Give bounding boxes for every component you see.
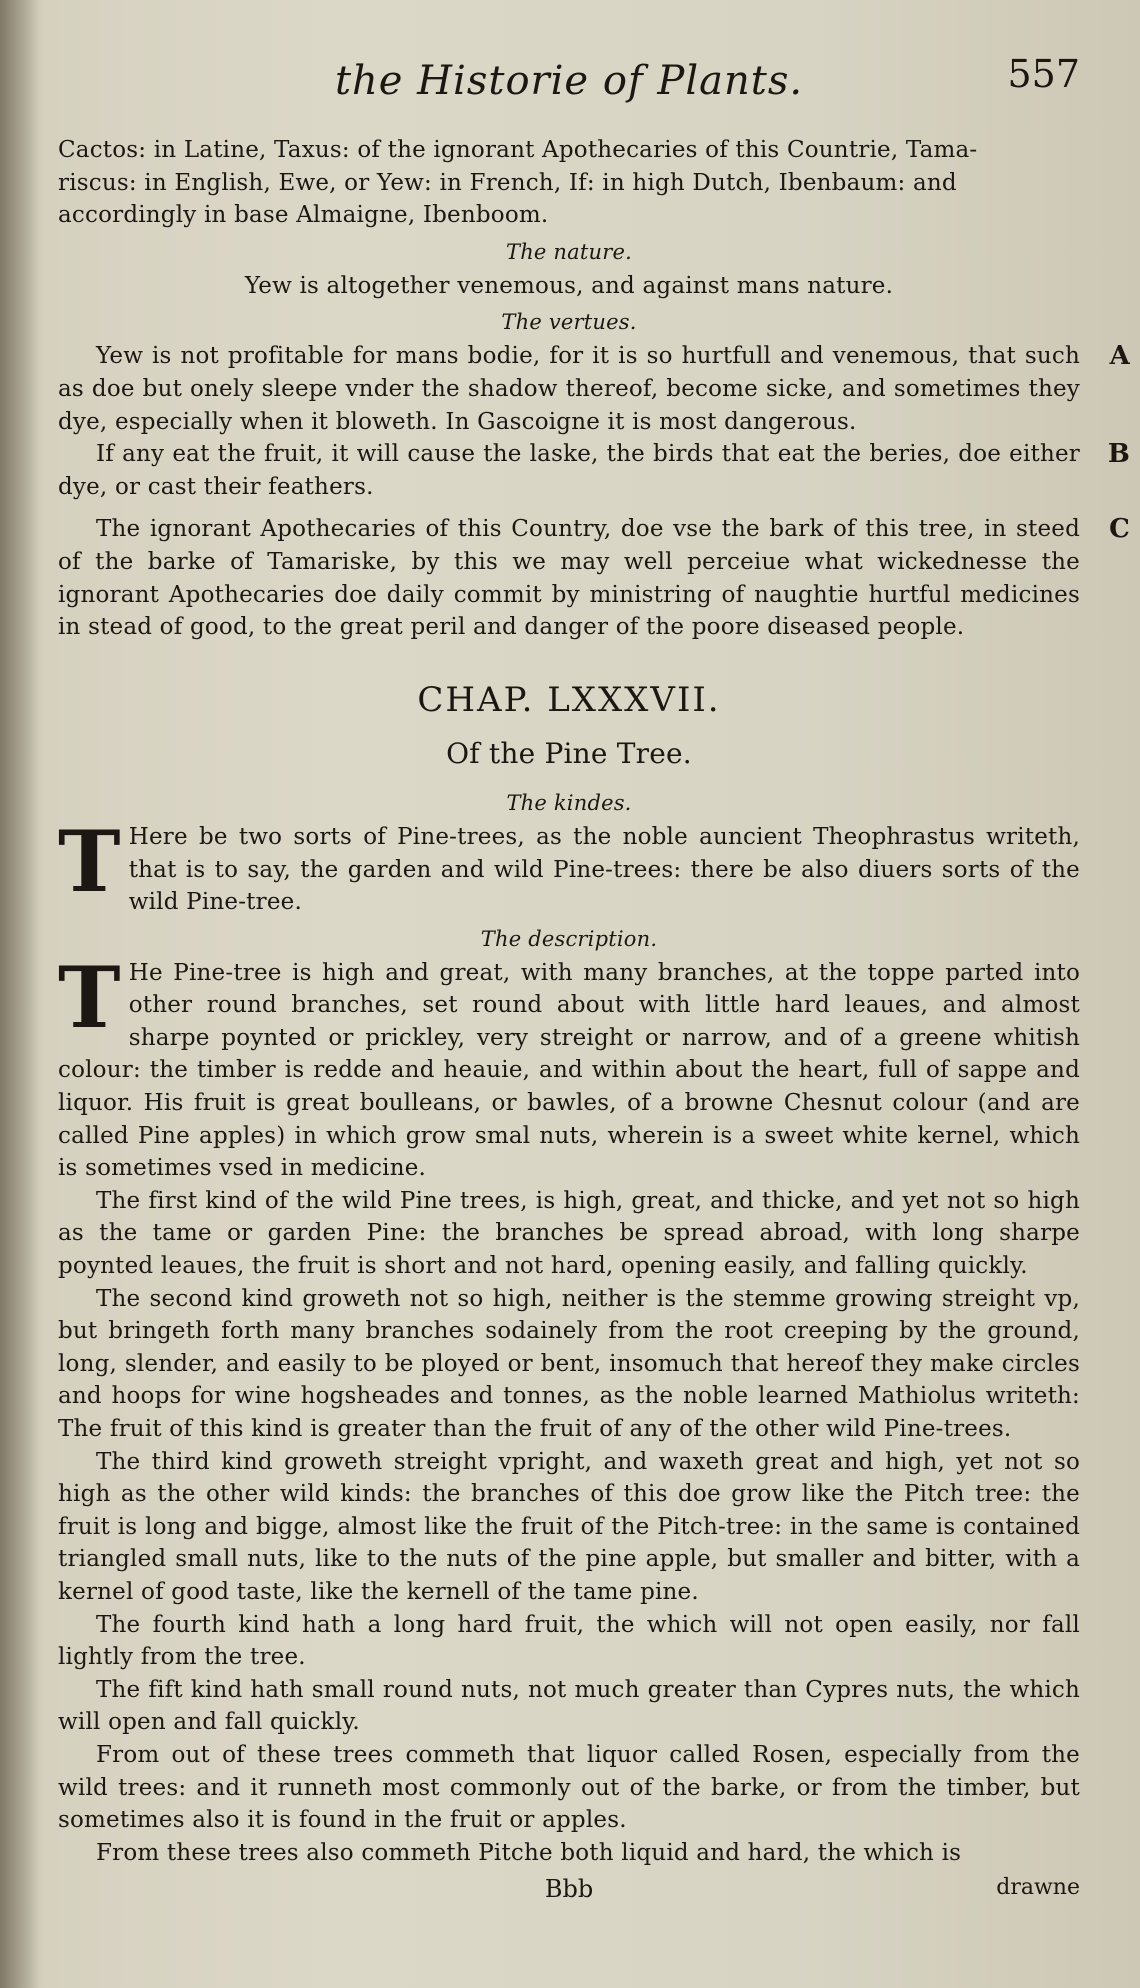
vertue-text: The ignorant Apothecaries of this Country, doe vse the bark of this tree, in steed of the barke of Tamariske, by this we may well perceiue what wickednesse the ignorant Apothecaries doe daily commit by ministring of naughtie hurtful medicines in stead of good, to the great peril and danger of the poore diseased people. bbox=[58, 516, 1080, 641]
description-paragraph: The third kind groweth streight vpright, and waxeth great and high, yet not so high as the other wild kinds: the branches of this doe grow like the Pitch tree: the fruit is long and bigge, almost like the fruit of the Pitch-tree: in the same is contained triangled small nuts, like to the nuts of the pine apple, but smaller and bitter, with a kernel of good taste, like the kernell of the tame pine. bbox=[58, 1448, 1080, 1605]
description-paragraph: The fift kind hath small round nuts, not much greater than Cypres nuts, the which will open and fall quickly. bbox=[58, 1676, 1080, 1736]
kindes-paragraph bbox=[58, 811, 1080, 919]
label-vertues: The vertues. bbox=[501, 310, 637, 335]
drop-cap: T bbox=[58, 947, 121, 1047]
running-title: the Historie of Plants. bbox=[334, 58, 804, 104]
label-nature: The nature. bbox=[506, 239, 632, 264]
kindes-text: Here be two sorts of Pine-trees, as the noble auncient Theophrastus writeth, that is to say, the garden and wild Pine-trees: there be also diuers sorts of the wild Pine-tree. bbox=[128, 823, 1080, 916]
vertue-text: Yew is not profitable for mans bodie, for it is so hurtfull and venemous, that such as doe but onely sleepe vnder the shadow thereof, become sicke, and sometimes they dye, especially when it bloweth. In Gascoigne it is most dangerous. bbox=[58, 343, 1080, 435]
description-paragraph: From out of these trees commeth that liquor called Rosen, especially from the wild trees: and it runneth most commonly out of the barke, or from the timber, but sometimes also it is found in the fruit or apples. bbox=[58, 1741, 1080, 1834]
description-text: He Pine-tree is high and great, with many branches, at the toppe parted into other round branches, set round about with little hard leaues, and almost sharpe poynted or prickley, very streight or narrow, and of a greene whitish colour: the timber is redde and heauie, and within about the heart, full of sappe and liquor. His fruit is great boulleans, or bawles, of a browne Chesnut colour (and are called Pine apples) in which grow smal nuts, wherein is a sweet white kernel, which is sometimes vsed in medicine. bbox=[58, 959, 1080, 1182]
description-paragraph: The first kind of the wild Pine trees, is high, great, and thicke, and yet not so high as the tame or garden Pine: the branches be spread abroad, with long sharpe poynted leaues, the fruit is short and not hard, opening easily, and falling quickly. bbox=[58, 1187, 1080, 1280]
vertue-paragraph bbox=[58, 438, 1130, 503]
description-paragraph: The fourth kind hath a long hard fruit, the which will not open easily, nor fall lightly from the tree. bbox=[58, 1611, 1080, 1671]
label-description: The description. bbox=[480, 926, 658, 951]
intro-line: riscus: in English, Ewe, or Yew: in French, If: in high Dutch, Ibenbaum: and bbox=[58, 169, 957, 196]
page-text bbox=[58, 134, 1130, 1869]
gutter-shadow bbox=[0, 0, 40, 1988]
drop-cap: T bbox=[58, 811, 121, 911]
page-number: 557 bbox=[1007, 52, 1080, 96]
chapter-subtitle: Of the Pine Tree. bbox=[446, 737, 692, 771]
signature-mark: Bbb bbox=[544, 1875, 594, 1904]
catchword: drawne bbox=[996, 1875, 1080, 1901]
nature-text: Yew is altogether venemous, and against mans nature. bbox=[244, 272, 894, 299]
description-paragraph: The second kind groweth not so high, neither is the stemme growing streight vp, but bringeth forth many branches sodainely from the root creeping by the ground, long, slender, and easily to be ployed or bent, insomuch that hereof they make circles and hoops for wine hogsheades and tonnes, as the noble learned Mathiolus writeth: The fruit of this kind is greater than the fruit of any of the other wild Pine-trees. bbox=[58, 1285, 1080, 1442]
description-paragraph bbox=[58, 947, 1080, 1185]
intro-line: Cactos: in Latine, Taxus: of the ignorant Apothecaries of this Countrie, Tama- bbox=[58, 137, 978, 163]
running-head bbox=[58, 48, 1080, 134]
description-paragraph: From these trees also commeth Pitche both liquid and hard, the which is bbox=[96, 1839, 962, 1866]
chapter-heading: CHAP. LXXXVII. bbox=[417, 679, 721, 720]
margin-letter-b: B bbox=[1107, 439, 1130, 470]
label-kindes: The kindes. bbox=[506, 790, 632, 815]
vertue-paragraph bbox=[58, 513, 1130, 643]
vertue-text: If any eat the fruit, it will cause the laske, the birds that eat the beries, doe either dye, or cast their feathers. bbox=[58, 441, 1080, 500]
page-footer bbox=[58, 1873, 1080, 1913]
intro-line: accordingly in base Almaigne, Ibenboom. bbox=[58, 202, 549, 229]
margin-letter-c: C bbox=[1109, 514, 1130, 545]
margin-letter-a: A bbox=[1109, 341, 1130, 372]
vertue-paragraph bbox=[58, 340, 1130, 438]
